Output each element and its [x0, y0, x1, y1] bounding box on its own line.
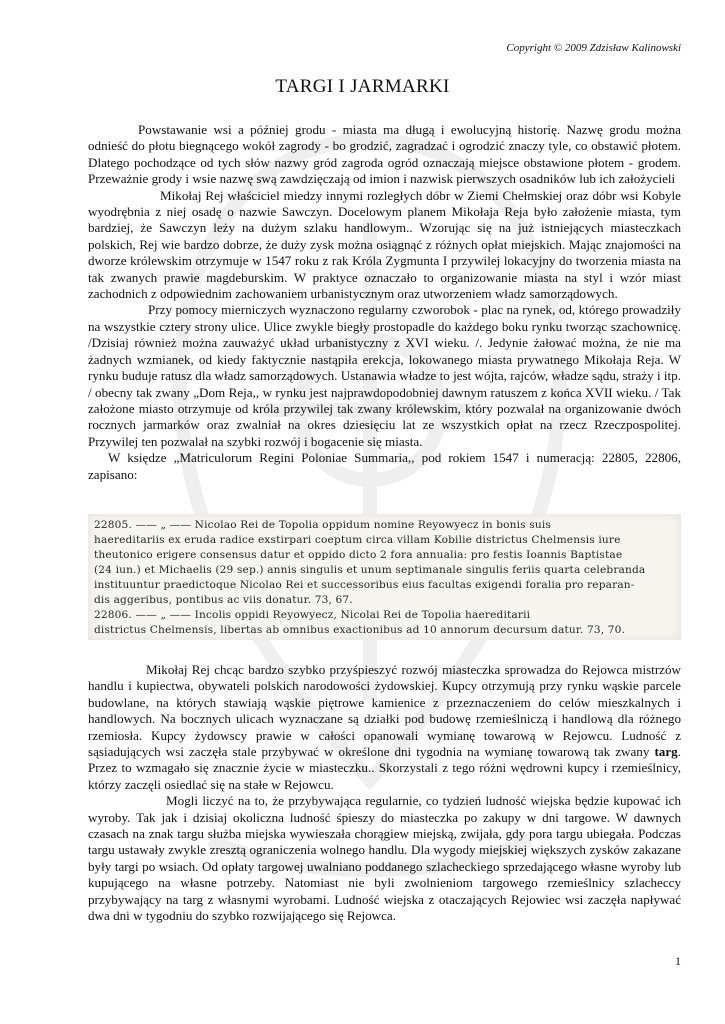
paragraph-merchants-start: Mikołaj Rej chcąc bardzo szybko przyśpieszyć rozwój miasteczka sprowadza do Rejowca mistrzów handlu i kupiectwa, obywateli polskich narodowości żydowskiej. Kupcy otrzymują przy rynku wąskie parcele budowlane, na których stawiają wąskie piętrowe kamienice z przeznaczeniem do celów mieszkalnych i handlowych. Na bocznych ulicach wyznaczane są działki pod budowę rzemieślniczą i handlową dla różnego rzemiosła. Kupcy żydowscy prawie w całości opanowali wymianę towarową w Rejowcu. Ludność z sąsiadujących wsi zaczęła stale przybywać w określone dni tygodnia na wymianę towarową tak zwany	[88, 662, 681, 760]
paragraph-matriculorum: W księdze „Matriculorum Regini Poloniae Summaria,, pod rokiem 1547 i numeracją: 22805, 22806, zapisano:	[88, 450, 681, 482]
scan-line: districtus Chelmensis, libertas ab omnibus exactionibus ad 10 annorum decursum datur. 73, 70.	[94, 625, 626, 636]
scan-line: haereditariis ex eruda radice exstirpari coeptum circa villam Kobilie districtus Chelmensis iure	[94, 535, 621, 546]
paragraph-merchants	[88, 662, 681, 793]
paragraph-merchants-end: . Przez to wzmagało się znacznie życie w miasteczku.. Skorzystali z tego różni wędrowni kupcy i rzemieślnicy, którzy zaczęli osiedlać się na stałe w Rejowcu.	[88, 744, 681, 792]
keyword-targ: targ	[654, 744, 678, 760]
paragraph-town-layout: Przy pomocy mierniczych wyznaczono regularny czworobok - plac na rynek, od, którego prowadziły na wszystkie cztery strony ulice. Ulice zwykle biegły prostopadle do każdego boku rynku tworząc szachownicę. /Dzisiaj również można zauważyć układ urbanistyczny z XVI wieku. /. Jedynie żałować można, że nie ma żadnych wzmianek, od kiedy faktycznie nastąpiła erekcja, lokowanego miasta prywatnego Mikołaja Reja. W rynku buduje ratusz dla władz samorządowych. Ustanawia władze to jest wójta, rajców, władze sądu, straży i itp. / obecny tak zwany „Dom Reja,, w rynku jest najprawdopodobniej dawnym ratuszem z końca XVII wieku. / Tak założone miasto otrzymuje od króla przywilej tak zwany królewskim, który pozwalał na organizowanie dwóch rocznych jarmarków oraz zwalniał na okres dziesięciu lat ze wszystkich opłat na rzecz Rzeczpospolitej. Przywilej ten pozwalał na szybki rozwój i bogacenie się miasta.	[88, 302, 681, 449]
scan-line: (24 iun.) et Michaelis (29 sep.) annis singulis et unum septimanale singulis feriis quarta celebranda	[94, 565, 646, 576]
scan-line: 22806. —— „ —— Incolis oppidi Reyowyecz, Nicolai Rei de Topolia haereditarii	[94, 610, 531, 621]
paragraph-market-days: Mogli liczyć na to, że przybywająca regularnie, co tydzień ludność wiejska będzie kupować ich wyroby. Tak jak i dzisiaj okoliczna ludność śpieszy do miasteczka po zakupy w dni targowe. W dawnych czasach na znak targu służba miejska wywieszała chorągiew miejską, zwijała, gdy pora targu ubiegała. Podczas targu ustawały zwykle zresztą ograniczenia wolnego handlu. Dla wygody miejskiej większych zysków zakazane były targi po wsiach. Od opłaty targowej uwalniano poddanego szlacheckiego sprzedającego własne wyroby lub kupującego na własne potrzeby. Natomiast nie byli zwolnieniom targowego rzemieślnicy szlacheccy przybywający na targ z własnymi wyrobami. Ludność wiejska z otaczających Rejowiec wsi zaczęła napływać dwa dni w tygodniu do szybko rozwijającego się Rejowca.	[88, 793, 681, 924]
scan-line: 22805. —— „ —— Nicolao Rei de Topolia oppidum nomine Reyowyecz in bonis suis	[94, 520, 551, 531]
scan-line: theutonico erigere consensus datur et oppido dicto 2 fora annualia: pro festis Ioannis Baptistae	[94, 550, 623, 561]
paragraph-mikolaj-rej: Mikołaj Rej właściciel miedzy innymi rozległych dóbr w Ziemi Chełmskiej oraz dóbr wsi Kobyle wyodrębnia z niej osadę o nazwie Sawczyn. Docelowym planem Mikołaja Reja było założenie miasta, tym bardziej, że Sawczyn leży na dużym szlaku handlowym.. Wzorując się na już istniejących miasteczkach polskich, Rej wie bardzo dobrze, że duży zysk można osiągnąć z różnych opłat miejskich. Mając znajomości na dworze królewskim otrzymuje w 1547 roku z rak Króla Zygmunta I przywilej lokacyjny do tworzenia miasta na tak zwanych prawie magdeburskim. W praktyce oznaczało to organizowanie miasta na styl i wzór miast zachodnich z odpowiednim zachowaniem urbanistycznym oraz utworzeniem władz samorządowych.	[88, 187, 681, 302]
paragraph-intro: Powstawanie wsi a później grodu - miasta ma długą i ewolucyjną historię. Nazwę grodu można odnieść do płotu biegnącego wokół zagrody - bo grodzić, zagradzać i ogrodzić znaczy tyle, co obstawić płotem. Dlatego pochodzące od tych słów nazwy gród zagroda ogród oznaczają miejsce obstawione płotem - grodem. Przeważnie grody i wsie nazwę swą zawdzięczają od imion i nazwisk pierwszych osadników lub ich założycieli	[88, 122, 681, 187]
archival-excerpt-scan	[88, 514, 681, 640]
scan-line: dis aggeribus, pontibus ac viis donatur. 73, 67.	[94, 595, 353, 606]
body-text-bottom	[88, 662, 681, 925]
copyright-notice: Copyright © 2009 Zdzisław Kalinowski	[506, 42, 681, 54]
page-number: 1	[675, 954, 681, 968]
page-title: TARGI I JARMARKI	[275, 76, 450, 97]
body-text-top	[88, 122, 681, 483]
scan-line: instituuntur praedictoque Nicolao Rei et successoribus eius facultas exigendi foralia pro reparan-	[94, 580, 635, 591]
